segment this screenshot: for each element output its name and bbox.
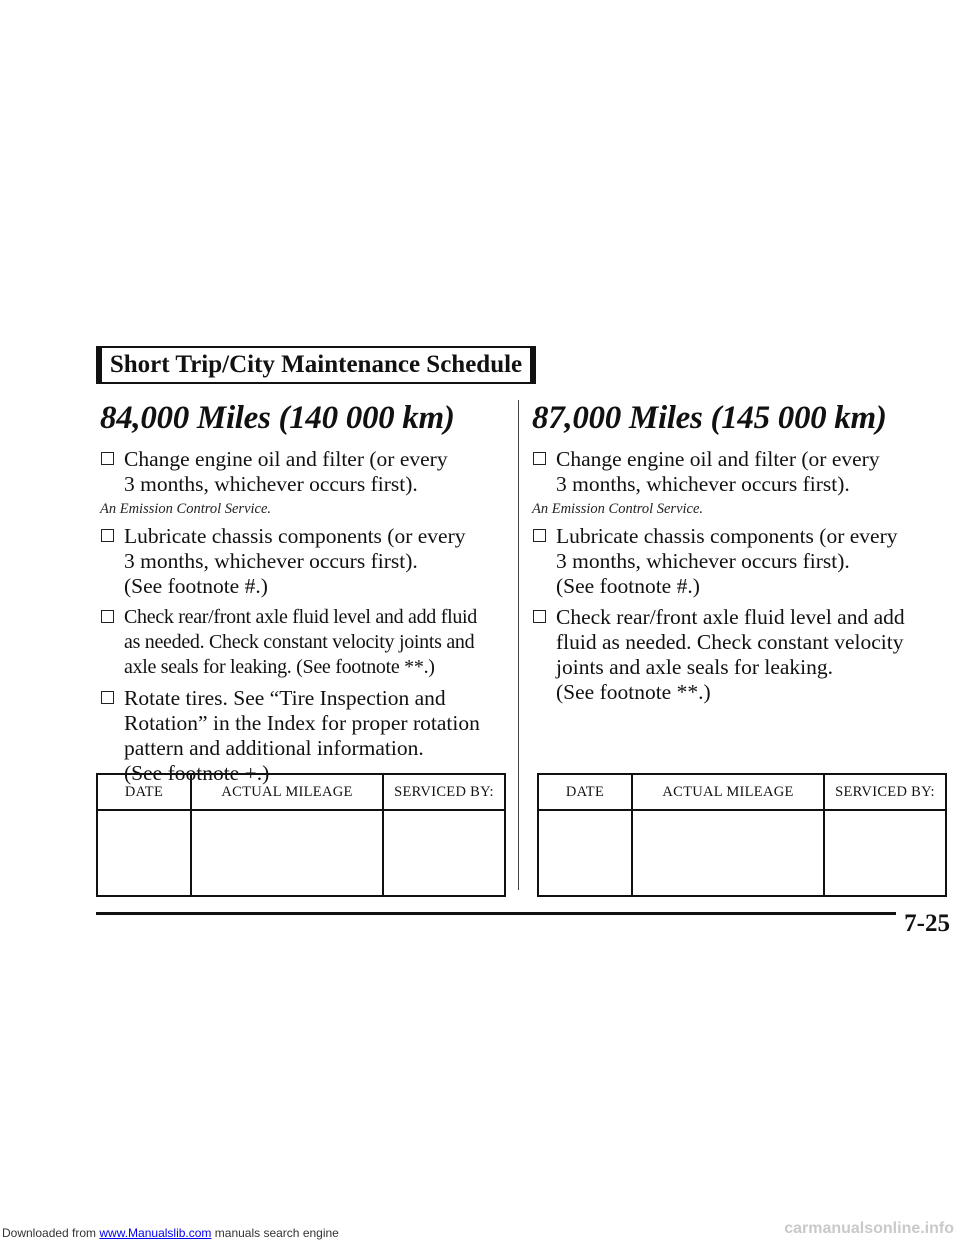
serviced-by-header: SERVICED BY: (824, 774, 946, 810)
left-mileage-title: 84,000 Miles (140 000 km) (100, 400, 455, 436)
date-header: DATE (97, 774, 191, 810)
right-column (532, 400, 952, 705)
right-item-oil: Change engine oil and filter (or every 3 months, whichever occurs first). (532, 447, 952, 497)
left-item-lubricate: Lubricate chassis components (or every 3 months, whichever occurs first). (See footnote #.) (100, 524, 510, 599)
date-header: DATE (538, 774, 632, 810)
column-divider (518, 400, 519, 890)
emission-note: An Emission Control Service. (532, 501, 704, 517)
checkbox-icon[interactable] (101, 452, 114, 465)
checkbox-icon[interactable] (533, 529, 546, 542)
checkbox-icon[interactable] (533, 610, 546, 623)
mileage-header: ACTUAL MILEAGE (632, 774, 824, 810)
left-item-rotate: Rotate tires. See “Tire Inspection and Rotation” in the Index for proper rotation pattern and additional information. (See footnote +.) (100, 686, 510, 786)
left-item-oil: Change engine oil and filter (or every 3 months, whichever occurs first). (100, 447, 510, 497)
right-mileage-title: 87,000 Miles (145 000 km) (532, 400, 887, 436)
page-number: 7-25 (896, 910, 950, 938)
emission-note: An Emission Control Service. (100, 501, 272, 517)
serviced-by-cell[interactable] (824, 810, 946, 896)
watermark: carmanualsonline.info (784, 1220, 954, 1237)
serviced-by-header: SERVICED BY: (383, 774, 505, 810)
left-column (100, 400, 510, 786)
download-footer: Downloaded from www.Manualslib.com manuals search engine (2, 1226, 339, 1240)
checkbox-icon[interactable] (101, 691, 114, 704)
checkbox-icon[interactable] (533, 452, 546, 465)
checkbox-icon[interactable] (101, 610, 114, 623)
serviced-by-cell[interactable] (383, 810, 505, 896)
left-item-axle: Check rear/front axle fluid level and add fluid as needed. Check constant velocity joints and axle seals for leaking. (See footnote **.) (100, 605, 510, 680)
section-header (96, 346, 536, 384)
manualslib-link[interactable]: www.Manualslib.com (99, 1226, 212, 1240)
right-item-axle: Check rear/front axle fluid level and add fluid as needed. Check constant velocity joints and axle seals for leaking. (See footnote **.) (532, 605, 952, 705)
left-service-log (96, 773, 506, 897)
mileage-cell[interactable] (632, 810, 824, 896)
section-header-title: Short Trip/City Maintenance Schedule (109, 351, 523, 378)
right-item-lubricate: Lubricate chassis components (or every 3 months, whichever occurs first). (See footnote #.) (532, 524, 952, 599)
right-service-log (537, 773, 947, 897)
mileage-cell[interactable] (191, 810, 383, 896)
date-cell[interactable] (97, 810, 191, 896)
mileage-header: ACTUAL MILEAGE (191, 774, 383, 810)
date-cell[interactable] (538, 810, 632, 896)
checkbox-icon[interactable] (101, 529, 114, 542)
bottom-rule (96, 912, 948, 915)
